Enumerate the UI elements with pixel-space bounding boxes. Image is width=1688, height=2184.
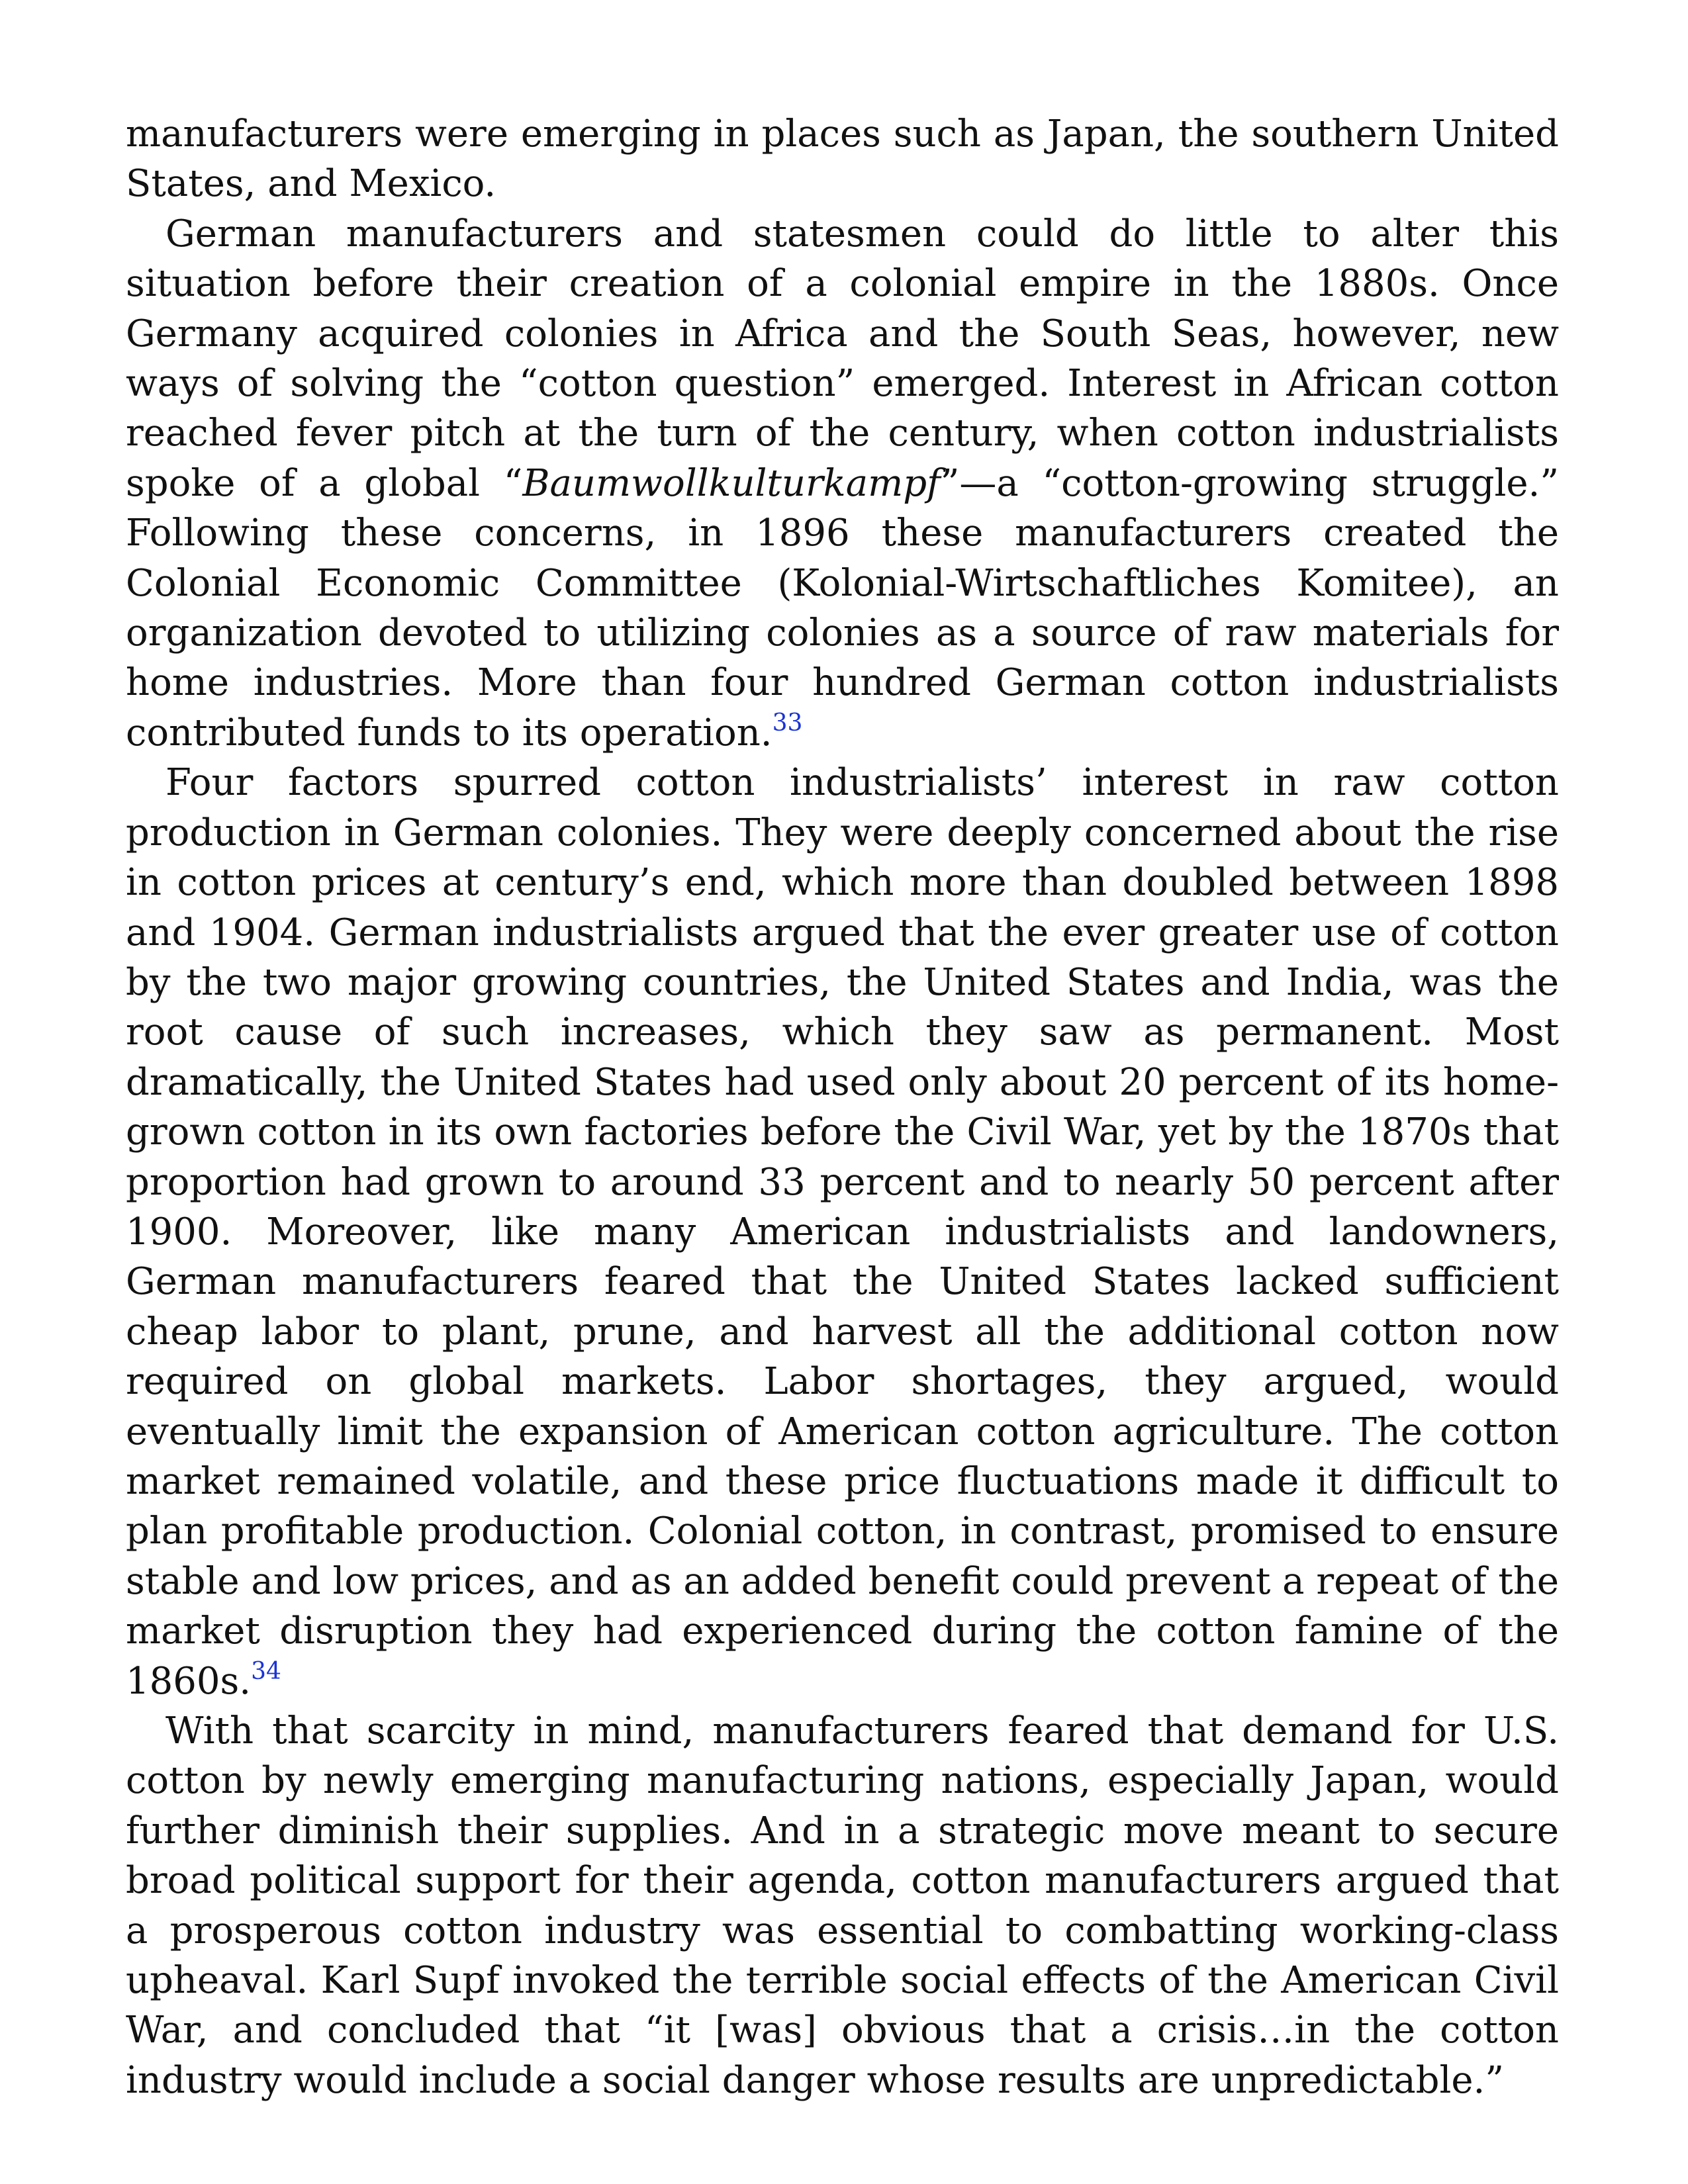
- paragraph-4-text: With that scarcity in mind, manufacturers feared that demand for U.S. cotton by newly emerging manufacturing nations, especially Japan, would further diminish their supplies. And in a strategic move meant to secure broad political support for their agenda, cotton manufacturers argued that a prosperous cotton industry was essential to combatting working-class upheaval. Karl Supf invoked the terrible social effects of the American Civil War, and concluded that “it [was] obvious that a crisis…in the cotton industry would include a social danger whose results are unpredictable.”: [126, 1709, 1559, 2102]
- paragraph-4: [126, 1706, 1559, 2105]
- footnote-ref-34[interactable]: 34: [251, 1657, 281, 1685]
- paragraph-1: [126, 109, 1559, 209]
- page-body: [126, 109, 1559, 2105]
- paragraph-2-text-after: ”—a “cotton-growing struggle.” Following these concerns, in 1896 these manufacturers created the Colonial Economic Committee (Kolonial-Wirtschaftliches Komitee), an organization devoted to utilizing colonies as a source of raw materials for home industries. More than four hundred German cotton industrialists contributed funds to its operation.: [126, 461, 1559, 754]
- paragraph-2-text-before: German manufacturers and statesmen could do little to alter this situation before their creation of a colonial empire in the 1880s. Once Germany acquired colonies in Africa and the South Seas, however, new ways of solving the “cotton question” emerged. Interest in African cotton reached fever pitch at the turn of the century, when cotton industrialists spoke of a global “: [126, 212, 1559, 505]
- paragraph-2: [126, 209, 1559, 758]
- footnote-ref-33[interactable]: 33: [772, 709, 803, 737]
- paragraph-3-text: Four factors spurred cotton industrialists’ interest in raw cotton production in German colonies. They were deeply concerned about the rise in cotton prices at century’s end, which more than doubled between 1898 and 1904. German industrialists argued that the ever greater use of cotton by the two major growing countries, the United States and India, was the root cause of such increases, which they saw as permanent. Most dramatically, the United States had used only about 20 percent of its home-grown cotton in its own factories before the Civil War, yet by the 1870s that proportion had grown to around 33 percent and to nearly 50 percent after 1900. Moreover, like many American industrialists and landowners, German manufacturers feared that the United States lacked sufficient cheap labor to plant, prune, and harvest all the additional cotton now required on global markets. Labor shortages, they argued, would eventually limit the expansion of American cotton agriculture. The cotton market remained volatile, and these price fluctuations made it difficult to plan profitable production. Colonial cotton, in contrast, promised to ensure stable and low prices, and as an added benefit could prevent a repeat of the market disruption they had experienced during the cotton famine of the 1860s.: [126, 761, 1559, 1703]
- paragraph-2-italic-term: Baumwollkulturkampf: [522, 461, 941, 505]
- paragraph-3: [126, 758, 1559, 1706]
- paragraph-1-text: manufacturers were emerging in places such as Japan, the southern United States, and Mexico.: [126, 113, 1559, 206]
